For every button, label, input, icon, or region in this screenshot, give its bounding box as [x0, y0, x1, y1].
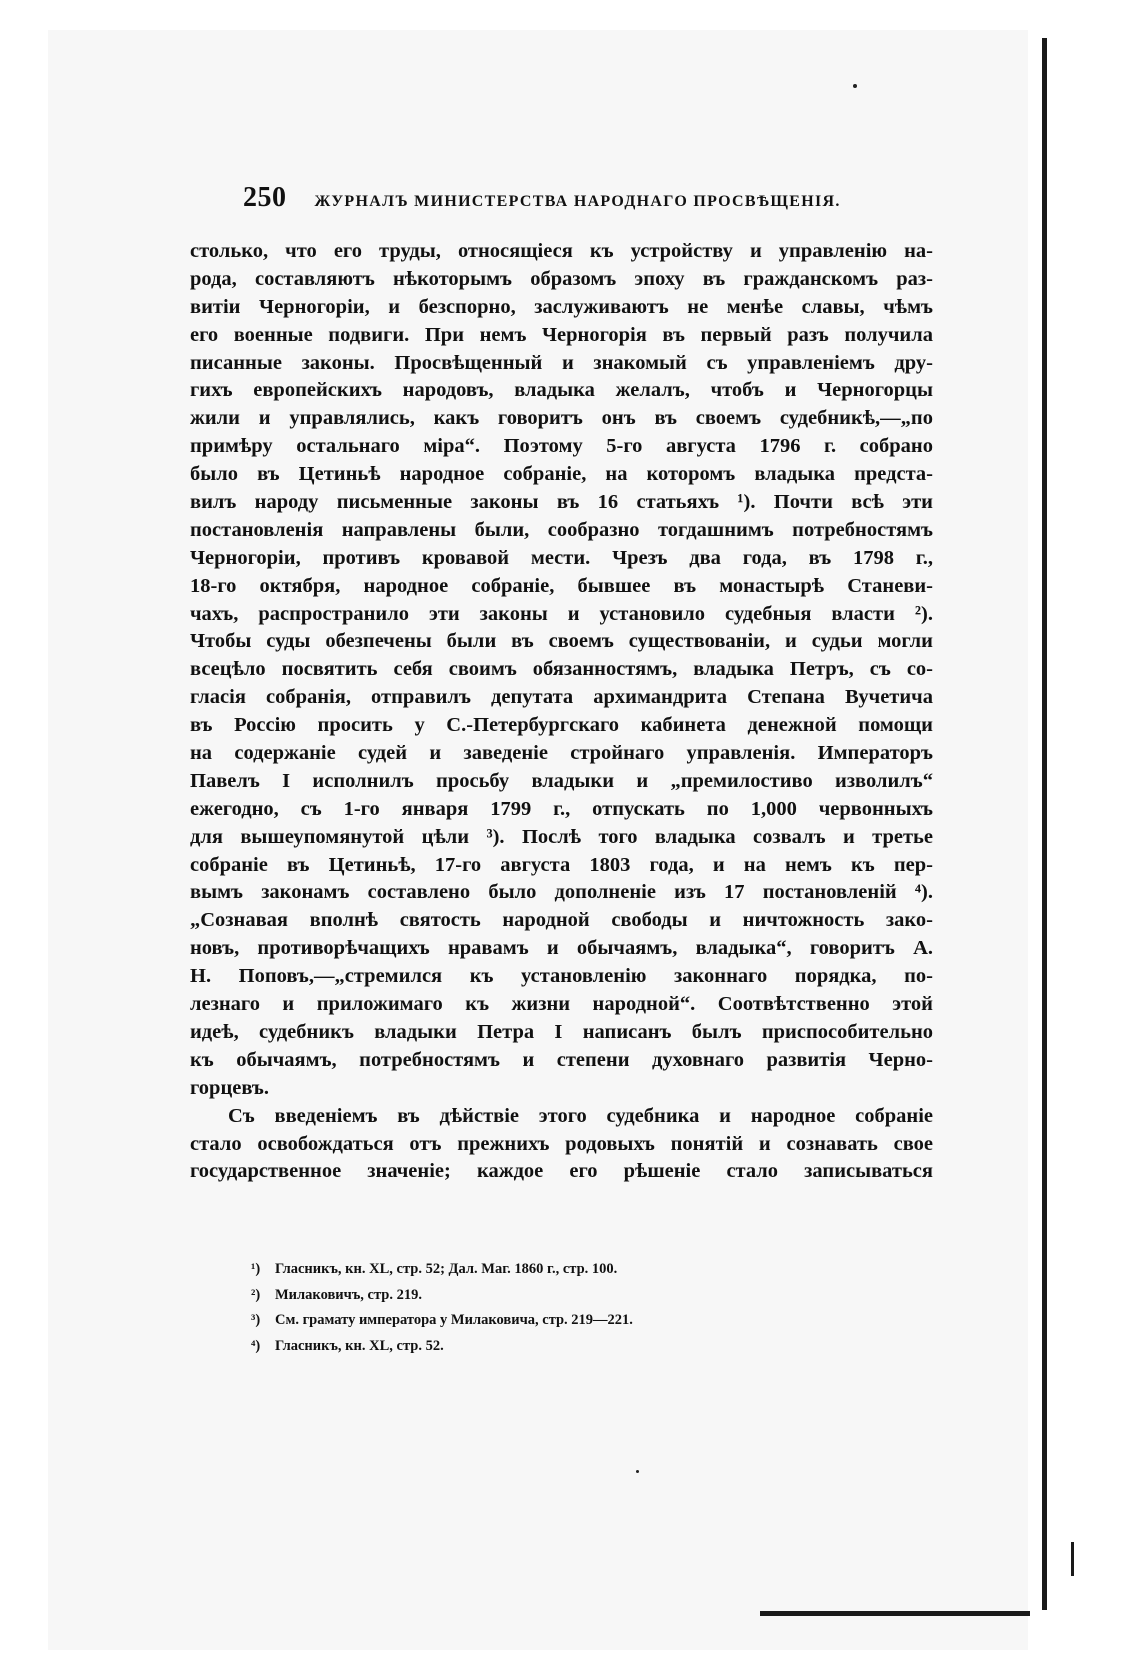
running-head: ЖУРНАЛЪ МИНИСТЕРСТВА НАРОДНАГО ПРОСВѢЩЕНІЯ.	[314, 193, 841, 210]
scan-edge-rule-horizontal	[760, 1611, 1030, 1616]
text-line: идеѣ, судебникъ владыки Петра I написанъ былъ приспособительно	[190, 1020, 933, 1043]
footnote	[251, 1334, 891, 1360]
footnote-text: См. грамату императора у Милаковича, стр. 219—221.	[275, 1312, 633, 1328]
text-line: писанные законы. Просвѣщенный и знакомый съ управленіемъ дру-	[190, 351, 933, 374]
text-line: чахъ, распространило эти законы и установило судебныя власти ²).	[190, 602, 933, 625]
text-line: Павелъ I исполнилъ просьбу владыки и „премилостиво изволилъ“	[190, 769, 933, 792]
text-line: на содержаніе судей и заведеніе стройнаго управленія. Императоръ	[190, 742, 933, 765]
text-line: въ Россію просить у С.-Петербургскаго кабинета денежной помощи	[190, 714, 933, 737]
text-line: Съ введеніемъ въ дѣйствіе этого судебника и народное собраніе	[228, 1104, 933, 1127]
footnote-mark: ³)	[251, 1312, 261, 1328]
text-line: къ обычаямъ, потребностямъ и степени духовнаго развитія Черно-	[190, 1048, 933, 1071]
text-line: примѣру остальнаго міра“. Поэтому 5-го августа 1796 г. собрано	[190, 435, 933, 458]
text-line: Чтобы суды обезпечены были въ своемъ существованіи, и судьи могли	[190, 630, 933, 653]
text-line: жили и управлялись, какъ говоритъ онъ въ своемъ судебникѣ,—„по	[190, 407, 933, 430]
footnote	[251, 1283, 891, 1309]
text-line: ежегодно, съ 1-го января 1799 г., отпускать по 1,000 червонныхъ	[190, 797, 933, 820]
footnote-mark: ²)	[251, 1286, 261, 1303]
text-line: для вышеупомянутой цѣли ³). Послѣ того владыка созвалъ и третье	[190, 825, 933, 848]
text-line: Черногоріи, противъ кровавой мести. Чрезъ два года, въ 1798 г.,	[190, 546, 933, 569]
footnote-mark: ⁴)	[251, 1337, 261, 1354]
footnote-text: Гласникъ, кн. XL, стр. 52; Дал. Маг. 1860 г., стр. 100.	[275, 1261, 618, 1277]
text-line: было въ Цетиньѣ народное собраніе, на которомъ владыка предста-	[190, 463, 933, 486]
text-line: „Сознавая вполнѣ святость народной свободы и ничтожность зако-	[190, 909, 933, 932]
text-line: вымъ законамъ составлено было дополненіе изъ 17 постановленій ⁴).	[190, 881, 933, 904]
page-number: 250	[243, 182, 287, 213]
text-line: новъ, противорѣчащихъ нравамъ и обычаямъ, владыка“, говоритъ А.	[190, 937, 933, 960]
text-line: горцевъ.	[190, 1076, 269, 1099]
paragraph-2	[190, 1103, 933, 1187]
text-line: гласія собранія, отправилъ депутата архимандрита Степана Вучетича	[190, 686, 933, 709]
text-line: постановленія направлены были, сообразно тогдашнимъ потребностямъ	[190, 518, 933, 541]
text-line: стало освобождаться отъ прежнихъ родовыхъ понятій и сознавать свое	[190, 1132, 933, 1155]
footnote-mark: ¹)	[251, 1261, 261, 1277]
scan-speck	[853, 84, 857, 88]
body-text	[190, 238, 933, 1186]
scan-speck	[636, 1470, 639, 1473]
footnote	[251, 1257, 891, 1283]
scan-edge-tick	[1071, 1542, 1074, 1576]
text-line: всецѣло посвятить себя своимъ обязанностямъ, владыка Петръ, съ со-	[190, 658, 933, 681]
paragraph-1	[190, 238, 933, 1103]
footnote	[251, 1308, 891, 1334]
text-line: вилъ народу письменные законы въ 16 статьяхъ ¹). Почти всѣ эти	[190, 491, 933, 514]
scan-edge-rule-vertical	[1042, 38, 1047, 1610]
text-line: его военные подвиги. При немъ Черногорія въ первый разъ получила	[190, 323, 933, 346]
footnote-text: Милаковичъ, стр. 219.	[275, 1286, 422, 1303]
text-line: Н. Поповъ,—„стремился къ установленію законнаго порядка, по-	[190, 965, 933, 988]
footnotes	[251, 1257, 891, 1359]
text-line: столько, что его труды, относящіеся къ устройству и управленію на-	[190, 240, 933, 262]
text-line: гихъ европейскихъ народовъ, владыка желалъ, чтобъ и Черногорцы	[190, 379, 933, 402]
text-line: витіи Черногоріи, и безспорно, заслуживаютъ не менѣе славы, чѣмъ	[190, 295, 933, 318]
footnote-text: Гласникъ, кн. XL, стр. 52.	[275, 1337, 444, 1354]
text-line: государственное значеніе; каждое его рѣшеніе стало записываться	[190, 1160, 933, 1183]
text-line: рода, составляютъ нѣкоторымъ образомъ эпоху въ гражданскомъ раз-	[190, 267, 933, 290]
text-line: 18-го октября, народное собраніе, бывшее въ монастырѣ Станеви-	[190, 574, 933, 597]
text-line: лезнаго и приложимаго къ жизни народной“. Соотвѣтственно этой	[190, 993, 933, 1016]
text-line: собраніе въ Цетиньѣ, 17-го августа 1803 года, и на немъ къ пер-	[190, 853, 933, 876]
page-header	[243, 182, 943, 212]
